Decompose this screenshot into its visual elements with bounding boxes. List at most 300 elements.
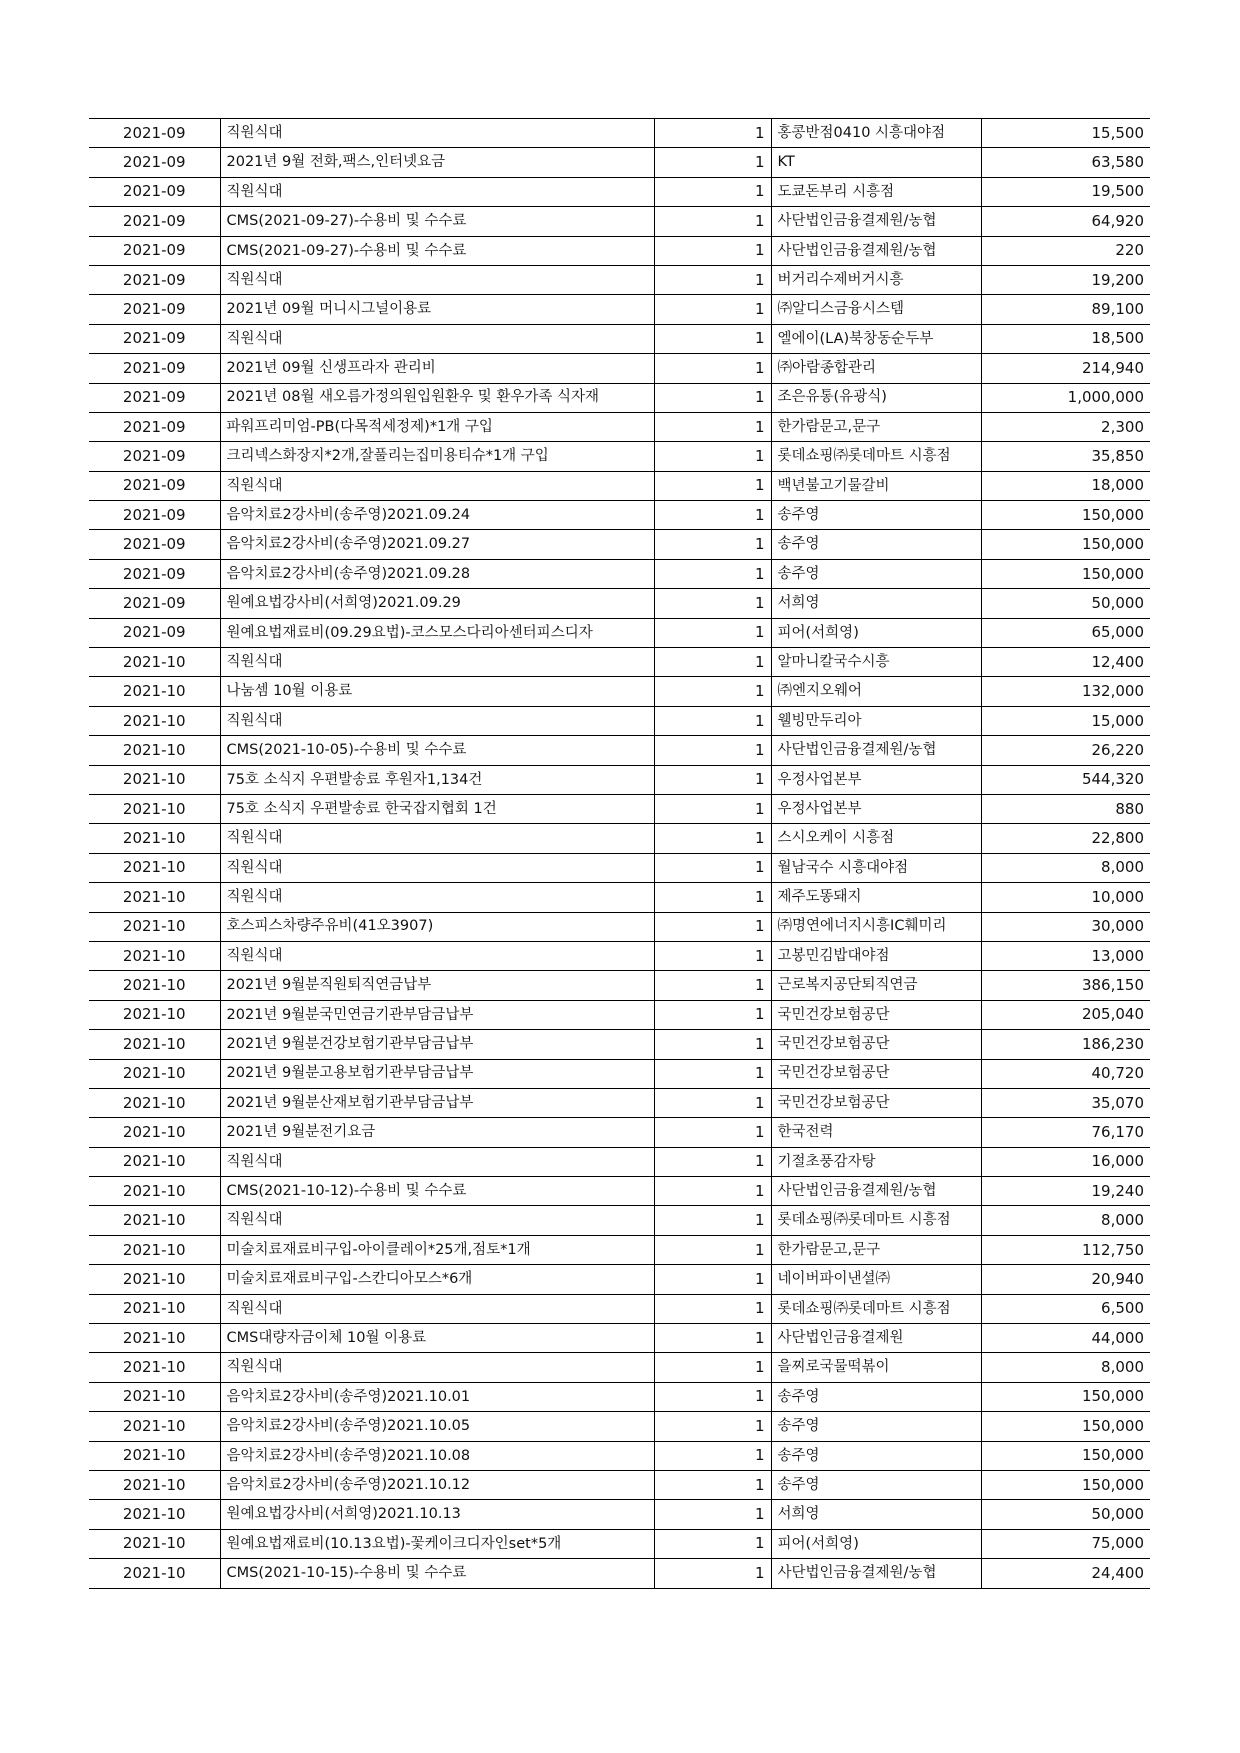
description-cell: 직원식대	[220, 648, 654, 677]
quantity-cell: 1	[654, 1206, 771, 1235]
amount-cell: 64,920	[981, 207, 1150, 236]
period-cell: 2021-09	[89, 618, 220, 647]
quantity-cell: 1	[654, 177, 771, 206]
description-cell: 2021년 09월 신생프라자 관리비	[220, 354, 654, 383]
period-cell: 2021-10	[89, 1088, 220, 1117]
period-cell: 2021-09	[89, 324, 220, 353]
table-row	[89, 853, 1150, 882]
period-cell: 2021-09	[89, 177, 220, 206]
quantity-cell: 1	[654, 530, 771, 559]
quantity-cell: 1	[654, 119, 771, 148]
quantity-cell: 1	[654, 677, 771, 706]
quantity-cell: 1	[654, 1294, 771, 1323]
table-row	[89, 677, 1150, 706]
period-cell: 2021-10	[89, 1000, 220, 1029]
quantity-cell: 1	[654, 1088, 771, 1117]
payee-cell: 사단법인금융결제원/농협	[771, 1177, 981, 1206]
period-cell: 2021-10	[89, 853, 220, 882]
payee-cell: ㈜엔지오웨어	[771, 677, 981, 706]
description-cell: 2021년 9월분건강보험기관부담금납부	[220, 1030, 654, 1059]
payee-cell: 사단법인금융결제원/농협	[771, 207, 981, 236]
quantity-cell: 1	[654, 1529, 771, 1558]
table-row	[89, 1470, 1150, 1499]
table-row	[89, 177, 1150, 206]
quantity-cell: 1	[654, 148, 771, 177]
payee-cell: ㈜아람종합관리	[771, 354, 981, 383]
quantity-cell: 1	[654, 971, 771, 1000]
quantity-cell: 1	[654, 1147, 771, 1176]
description-cell: 75호 소식지 우편발송료 후원자1,134건	[220, 765, 654, 794]
period-cell: 2021-10	[89, 1030, 220, 1059]
amount-cell: 386,150	[981, 971, 1150, 1000]
payee-cell: 웰빙만두리아	[771, 706, 981, 735]
payee-cell: 롯데쇼핑㈜롯데마트 시흥점	[771, 442, 981, 471]
quantity-cell: 1	[654, 853, 771, 882]
table-row	[89, 119, 1150, 148]
amount-cell: 24,400	[981, 1559, 1150, 1588]
period-cell: 2021-10	[89, 1265, 220, 1294]
period-cell: 2021-10	[89, 677, 220, 706]
description-cell: 직원식대	[220, 824, 654, 853]
amount-cell: 35,850	[981, 442, 1150, 471]
table-row	[89, 1088, 1150, 1117]
quantity-cell: 1	[654, 1265, 771, 1294]
quantity-cell: 1	[654, 1382, 771, 1411]
amount-cell: 50,000	[981, 589, 1150, 618]
amount-cell: 150,000	[981, 1412, 1150, 1441]
table-row	[89, 1059, 1150, 1088]
table-row	[89, 971, 1150, 1000]
table-row	[89, 883, 1150, 912]
amount-cell: 15,500	[981, 119, 1150, 148]
period-cell: 2021-10	[89, 1382, 220, 1411]
payee-cell: 알마니칼국수시흥	[771, 648, 981, 677]
quantity-cell: 1	[654, 1559, 771, 1588]
table-row	[89, 1235, 1150, 1264]
payee-cell: 한가람문고,문구	[771, 412, 981, 441]
payee-cell: 우정사업본부	[771, 794, 981, 823]
description-cell: 원예요법재료비(10.13요법)-꽃케이크디자인set*5개	[220, 1529, 654, 1558]
payee-cell: 송주영	[771, 1382, 981, 1411]
period-cell: 2021-10	[89, 1470, 220, 1499]
quantity-cell: 1	[654, 824, 771, 853]
quantity-cell: 1	[654, 648, 771, 677]
description-cell: 직원식대	[220, 941, 654, 970]
description-cell: 호스피스차량주유비(41오3907)	[220, 912, 654, 941]
quantity-cell: 1	[654, 941, 771, 970]
description-cell: CMS(2021-10-12)-수용비 및 수수료	[220, 1177, 654, 1206]
quantity-cell: 1	[654, 442, 771, 471]
description-cell: 나눔셈 10월 이용료	[220, 677, 654, 706]
period-cell: 2021-10	[89, 1294, 220, 1323]
period-cell: 2021-09	[89, 559, 220, 588]
payee-cell: 고봉민김밥대야점	[771, 941, 981, 970]
amount-cell: 150,000	[981, 530, 1150, 559]
amount-cell: 40,720	[981, 1059, 1150, 1088]
table-row	[89, 148, 1150, 177]
amount-cell: 150,000	[981, 1441, 1150, 1470]
quantity-cell: 1	[654, 1412, 771, 1441]
amount-cell: 1,000,000	[981, 383, 1150, 412]
table-row	[89, 324, 1150, 353]
table-row	[89, 1000, 1150, 1029]
amount-cell: 44,000	[981, 1324, 1150, 1353]
amount-cell: 220	[981, 236, 1150, 265]
period-cell: 2021-09	[89, 119, 220, 148]
description-cell: 직원식대	[220, 324, 654, 353]
payee-cell: 사단법인금융결제원/농협	[771, 1559, 981, 1588]
quantity-cell: 1	[654, 1000, 771, 1029]
period-cell: 2021-09	[89, 295, 220, 324]
period-cell: 2021-09	[89, 412, 220, 441]
table-row	[89, 295, 1150, 324]
amount-cell: 214,940	[981, 354, 1150, 383]
payee-cell: 송주영	[771, 1441, 981, 1470]
payee-cell: 국민건강보험공단	[771, 1000, 981, 1029]
table-row	[89, 824, 1150, 853]
amount-cell: 150,000	[981, 1470, 1150, 1499]
amount-cell: 50,000	[981, 1500, 1150, 1529]
quantity-cell: 1	[654, 1118, 771, 1147]
description-cell: 파워프리미엄-PB(다목적세정제)*1개 구입	[220, 412, 654, 441]
payee-cell: 송주영	[771, 501, 981, 530]
amount-cell: 112,750	[981, 1235, 1150, 1264]
amount-cell: 10,000	[981, 883, 1150, 912]
table-row	[89, 648, 1150, 677]
quantity-cell: 1	[654, 794, 771, 823]
payee-cell: ㈜알디스금융시스템	[771, 295, 981, 324]
quantity-cell: 1	[654, 471, 771, 500]
description-cell: 음악치료2강사비(송주영)2021.09.24	[220, 501, 654, 530]
table-row	[89, 736, 1150, 765]
table-row	[89, 765, 1150, 794]
period-cell: 2021-10	[89, 736, 220, 765]
table-row	[89, 207, 1150, 236]
table-row	[89, 1324, 1150, 1353]
quantity-cell: 1	[654, 1353, 771, 1382]
payee-cell: 송주영	[771, 1470, 981, 1499]
table-row	[89, 1353, 1150, 1382]
description-cell: 2021년 09월 머니시그널이용료	[220, 295, 654, 324]
quantity-cell: 1	[654, 265, 771, 294]
period-cell: 2021-10	[89, 648, 220, 677]
payee-cell: 송주영	[771, 530, 981, 559]
amount-cell: 150,000	[981, 501, 1150, 530]
table-row	[89, 912, 1150, 941]
table-row	[89, 1529, 1150, 1558]
period-cell: 2021-09	[89, 354, 220, 383]
payee-cell: 송주영	[771, 1412, 981, 1441]
period-cell: 2021-09	[89, 207, 220, 236]
amount-cell: 26,220	[981, 736, 1150, 765]
expense-ledger-table	[89, 118, 1150, 1589]
amount-cell: 880	[981, 794, 1150, 823]
description-cell: 음악치료2강사비(송주영)2021.09.28	[220, 559, 654, 588]
period-cell: 2021-10	[89, 706, 220, 735]
payee-cell: 국민건강보험공단	[771, 1088, 981, 1117]
table-row	[89, 354, 1150, 383]
amount-cell: 35,070	[981, 1088, 1150, 1117]
payee-cell: 조은유통(유광식)	[771, 383, 981, 412]
amount-cell: 15,000	[981, 706, 1150, 735]
quantity-cell: 1	[654, 354, 771, 383]
quantity-cell: 1	[654, 1500, 771, 1529]
amount-cell: 63,580	[981, 148, 1150, 177]
period-cell: 2021-10	[89, 765, 220, 794]
table-row	[89, 1206, 1150, 1235]
amount-cell: 13,000	[981, 941, 1150, 970]
payee-cell: 피어(서희영)	[771, 618, 981, 647]
description-cell: 음악치료2강사비(송주영)2021.10.01	[220, 1382, 654, 1411]
description-cell: 직원식대	[220, 177, 654, 206]
table-row	[89, 1147, 1150, 1176]
period-cell: 2021-10	[89, 1235, 220, 1264]
description-cell: 원예요법재료비(09.29요법)-코스모스다리아센터피스디자	[220, 618, 654, 647]
payee-cell: 국민건강보험공단	[771, 1059, 981, 1088]
quantity-cell: 1	[654, 412, 771, 441]
payee-cell: 송주영	[771, 559, 981, 588]
payee-cell: 사단법인금융결제원/농협	[771, 736, 981, 765]
description-cell: 2021년 9월분직원퇴직연금납부	[220, 971, 654, 1000]
description-cell: CMS(2021-09-27)-수용비 및 수수료	[220, 236, 654, 265]
description-cell: 2021년 9월 전화,팩스,인터넷요금	[220, 148, 654, 177]
table-row	[89, 501, 1150, 530]
period-cell: 2021-10	[89, 1559, 220, 1588]
period-cell: 2021-09	[89, 442, 220, 471]
payee-cell: 백년불고기물갈비	[771, 471, 981, 500]
payee-cell: 을찌로국물떡볶이	[771, 1353, 981, 1382]
amount-cell: 18,000	[981, 471, 1150, 500]
table-row	[89, 941, 1150, 970]
amount-cell: 8,000	[981, 853, 1150, 882]
table-row	[89, 559, 1150, 588]
quantity-cell: 1	[654, 1235, 771, 1264]
amount-cell: 65,000	[981, 618, 1150, 647]
period-cell: 2021-10	[89, 1206, 220, 1235]
quantity-cell: 1	[654, 1177, 771, 1206]
period-cell: 2021-09	[89, 236, 220, 265]
description-cell: 크리넥스화장지*2개,잘풀리는집미용티슈*1개 구입	[220, 442, 654, 471]
period-cell: 2021-09	[89, 471, 220, 500]
table-row	[89, 1500, 1150, 1529]
table-row	[89, 1265, 1150, 1294]
amount-cell: 30,000	[981, 912, 1150, 941]
amount-cell: 19,200	[981, 265, 1150, 294]
description-cell: 원예요법강사비(서희영)2021.10.13	[220, 1500, 654, 1529]
period-cell: 2021-10	[89, 912, 220, 941]
payee-cell: ㈜명연에너지시흥IC훼미리	[771, 912, 981, 941]
amount-cell: 186,230	[981, 1030, 1150, 1059]
period-cell: 2021-10	[89, 1059, 220, 1088]
description-cell: 직원식대	[220, 1294, 654, 1323]
quantity-cell: 1	[654, 765, 771, 794]
payee-cell: 근로복지공단퇴직연금	[771, 971, 981, 1000]
description-cell: 직원식대	[220, 853, 654, 882]
quantity-cell: 1	[654, 1441, 771, 1470]
amount-cell: 150,000	[981, 559, 1150, 588]
description-cell: 음악치료2강사비(송주영)2021.09.27	[220, 530, 654, 559]
period-cell: 2021-09	[89, 383, 220, 412]
payee-cell: 우정사업본부	[771, 765, 981, 794]
description-cell: 직원식대	[220, 1147, 654, 1176]
table-row	[89, 618, 1150, 647]
quantity-cell: 1	[654, 1470, 771, 1499]
table-row	[89, 383, 1150, 412]
description-cell: 직원식대	[220, 265, 654, 294]
description-cell: 75호 소식지 우편발송료 한국잡지협회 1건	[220, 794, 654, 823]
description-cell: 직원식대	[220, 1206, 654, 1235]
description-cell: 음악치료2강사비(송주영)2021.10.12	[220, 1470, 654, 1499]
table-row	[89, 1382, 1150, 1411]
amount-cell: 18,500	[981, 324, 1150, 353]
period-cell: 2021-10	[89, 883, 220, 912]
amount-cell: 2,300	[981, 412, 1150, 441]
period-cell: 2021-10	[89, 1147, 220, 1176]
description-cell: 원예요법강사비(서희영)2021.09.29	[220, 589, 654, 618]
amount-cell: 75,000	[981, 1529, 1150, 1558]
quantity-cell: 1	[654, 501, 771, 530]
period-cell: 2021-10	[89, 1529, 220, 1558]
quantity-cell: 1	[654, 295, 771, 324]
description-cell: 2021년 9월분전기요금	[220, 1118, 654, 1147]
amount-cell: 150,000	[981, 1382, 1150, 1411]
quantity-cell: 1	[654, 207, 771, 236]
period-cell: 2021-10	[89, 1324, 220, 1353]
payee-cell: 서희영	[771, 1500, 981, 1529]
quantity-cell: 1	[654, 912, 771, 941]
description-cell: 음악치료2강사비(송주영)2021.10.05	[220, 1412, 654, 1441]
amount-cell: 12,400	[981, 648, 1150, 677]
amount-cell: 8,000	[981, 1206, 1150, 1235]
quantity-cell: 1	[654, 589, 771, 618]
table-row	[89, 1118, 1150, 1147]
table-row	[89, 412, 1150, 441]
quantity-cell: 1	[654, 236, 771, 265]
amount-cell: 544,320	[981, 765, 1150, 794]
description-cell: 미술치료재료비구입-아이클레이*25개,점토*1개	[220, 1235, 654, 1264]
payee-cell: 서희영	[771, 589, 981, 618]
payee-cell: 피어(서희영)	[771, 1529, 981, 1558]
period-cell: 2021-10	[89, 1412, 220, 1441]
table-row	[89, 471, 1150, 500]
description-cell: CMS대량자금이체 10월 이용료	[220, 1324, 654, 1353]
description-cell: 직원식대	[220, 883, 654, 912]
period-cell: 2021-10	[89, 1118, 220, 1147]
description-cell: 2021년 08월 새오름가정의원입원환우 및 환우가족 식자재	[220, 383, 654, 412]
description-cell: CMS(2021-10-15)-수용비 및 수수료	[220, 1559, 654, 1588]
ledger-body	[89, 119, 1150, 1589]
table-row	[89, 530, 1150, 559]
table-row	[89, 1294, 1150, 1323]
period-cell: 2021-09	[89, 148, 220, 177]
quantity-cell: 1	[654, 1059, 771, 1088]
table-row	[89, 236, 1150, 265]
payee-cell: 월남국수 시흥대야점	[771, 853, 981, 882]
amount-cell: 205,040	[981, 1000, 1150, 1029]
amount-cell: 89,100	[981, 295, 1150, 324]
payee-cell: 사단법인금융결제원/농협	[771, 236, 981, 265]
amount-cell: 8,000	[981, 1353, 1150, 1382]
payee-cell: 도쿄돈부리 시흥점	[771, 177, 981, 206]
table-row	[89, 1177, 1150, 1206]
payee-cell: 네이버파이낸셜㈜	[771, 1265, 981, 1294]
period-cell: 2021-09	[89, 530, 220, 559]
payee-cell: 제주도똥돼지	[771, 883, 981, 912]
description-cell: 직원식대	[220, 1353, 654, 1382]
table-row	[89, 1559, 1150, 1588]
period-cell: 2021-10	[89, 1441, 220, 1470]
table-row	[89, 265, 1150, 294]
quantity-cell: 1	[654, 1324, 771, 1353]
payee-cell: 한가람문고,문구	[771, 1235, 981, 1264]
payee-cell: 사단법인금융결제원	[771, 1324, 981, 1353]
quantity-cell: 1	[654, 736, 771, 765]
description-cell: CMS(2021-10-05)-수용비 및 수수료	[220, 736, 654, 765]
table-row	[89, 1030, 1150, 1059]
payee-cell: 한국전력	[771, 1118, 981, 1147]
description-cell: 직원식대	[220, 119, 654, 148]
amount-cell: 19,500	[981, 177, 1150, 206]
quantity-cell: 1	[654, 1030, 771, 1059]
amount-cell: 20,940	[981, 1265, 1150, 1294]
amount-cell: 6,500	[981, 1294, 1150, 1323]
table-row	[89, 589, 1150, 618]
payee-cell: 롯데쇼핑㈜롯데마트 시흥점	[771, 1294, 981, 1323]
description-cell: CMS(2021-09-27)-수용비 및 수수료	[220, 207, 654, 236]
table-row	[89, 1441, 1150, 1470]
period-cell: 2021-10	[89, 824, 220, 853]
payee-cell: 기절초풍감자탕	[771, 1147, 981, 1176]
quantity-cell: 1	[654, 383, 771, 412]
period-cell: 2021-09	[89, 589, 220, 618]
amount-cell: 76,170	[981, 1118, 1150, 1147]
table-row	[89, 442, 1150, 471]
period-cell: 2021-10	[89, 1177, 220, 1206]
quantity-cell: 1	[654, 618, 771, 647]
period-cell: 2021-10	[89, 1500, 220, 1529]
description-cell: 직원식대	[220, 471, 654, 500]
period-cell: 2021-09	[89, 265, 220, 294]
payee-cell: KT	[771, 148, 981, 177]
payee-cell: 버거리수제버거시흥	[771, 265, 981, 294]
period-cell: 2021-10	[89, 1353, 220, 1382]
period-cell: 2021-10	[89, 794, 220, 823]
quantity-cell: 1	[654, 559, 771, 588]
amount-cell: 22,800	[981, 824, 1150, 853]
payee-cell: 롯데쇼핑㈜롯데마트 시흥점	[771, 1206, 981, 1235]
description-cell: 2021년 9월분산재보험기관부담금납부	[220, 1088, 654, 1117]
payee-cell: 엘에이(LA)북창동순두부	[771, 324, 981, 353]
payee-cell: 스시오케이 시흥점	[771, 824, 981, 853]
table-row	[89, 794, 1150, 823]
quantity-cell: 1	[654, 324, 771, 353]
period-cell: 2021-09	[89, 501, 220, 530]
table-row	[89, 706, 1150, 735]
description-cell: 2021년 9월분국민연금기관부담금납부	[220, 1000, 654, 1029]
payee-cell: 국민건강보험공단	[771, 1030, 981, 1059]
payee-cell: 홍콩반점0410 시흥대야점	[771, 119, 981, 148]
period-cell: 2021-10	[89, 941, 220, 970]
description-cell: 2021년 9월분고용보험기관부담금납부	[220, 1059, 654, 1088]
description-cell: 음악치료2강사비(송주영)2021.10.08	[220, 1441, 654, 1470]
amount-cell: 19,240	[981, 1177, 1150, 1206]
description-cell: 직원식대	[220, 706, 654, 735]
amount-cell: 16,000	[981, 1147, 1150, 1176]
quantity-cell: 1	[654, 883, 771, 912]
period-cell: 2021-10	[89, 971, 220, 1000]
table-row	[89, 1412, 1150, 1441]
description-cell: 미술치료재료비구입-스칸디아모스*6개	[220, 1265, 654, 1294]
